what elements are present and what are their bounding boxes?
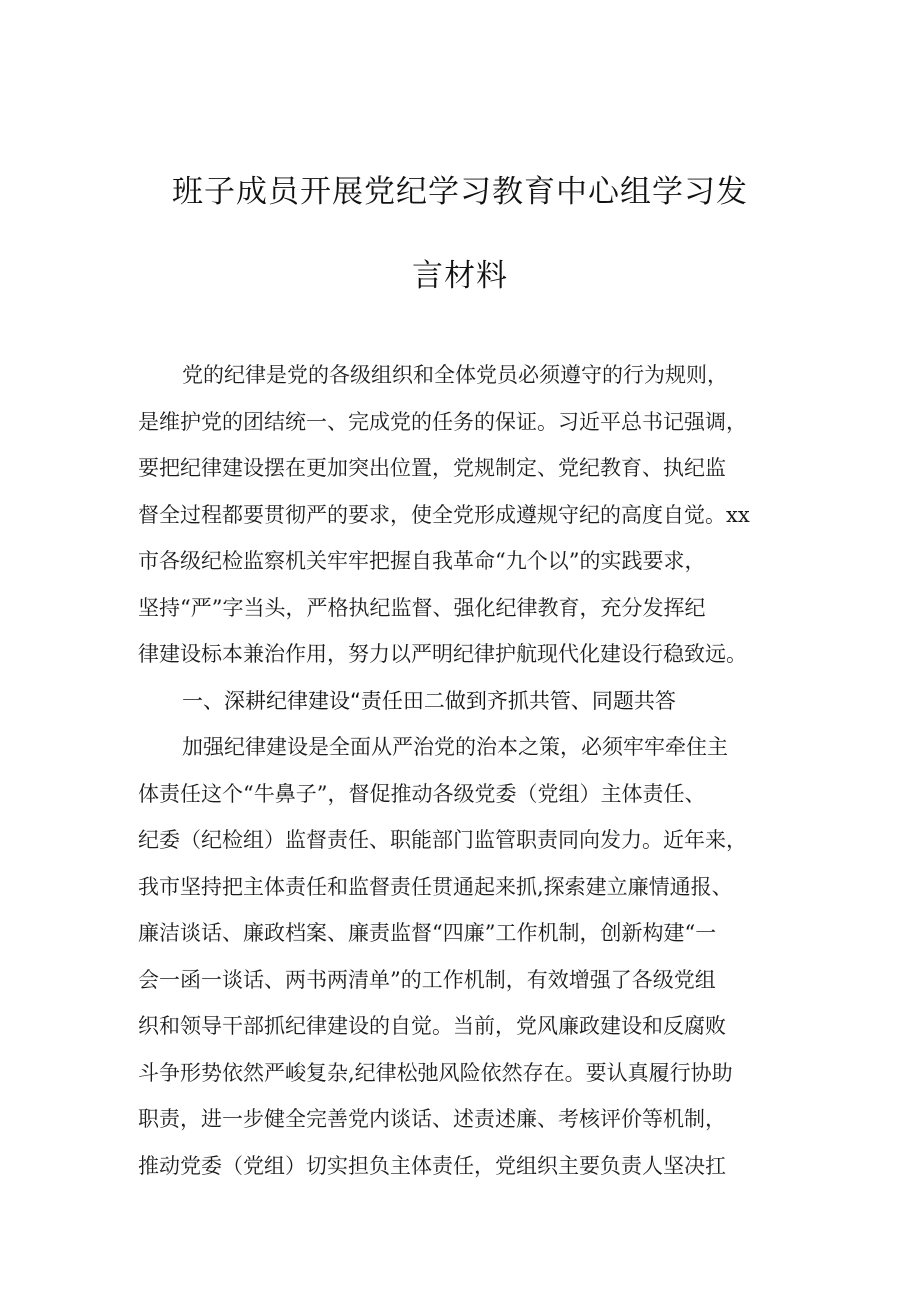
paragraph-1-line: 律建设标本兼治作用，努力以严明纪律护航现代化建设行稳致远。: [138, 642, 747, 666]
paragraph-2-line: 织和领导干部抓纪律建设的自觉。当前，党风廉政建设和反腐败: [138, 1014, 726, 1038]
section-heading-1: 一、深耕纪律建设“责任田二做到齐抓共管、同题共答: [182, 688, 676, 713]
paragraph-1-line: 是维护党的团结统一、完成党的任务的保证。习近平总书记强调，: [138, 409, 747, 434]
paragraph-1-line: 要把纪律建设摆在更加突出位置，党规制定、党纪教育、执纪监: [138, 456, 726, 480]
paragraph-1-line: 市各级纪检监察机关牢牢把握自我革命“九个以”的实践要求，: [138, 549, 706, 573]
paragraph-2-line: 职责，进一步健全完善党内谈话、述责述廉、考核评价等机制，: [138, 1107, 726, 1131]
paragraph-2-line: 推动党委（党组）切实担负主体责任，党组织主要负责人坚决扛: [138, 1153, 726, 1178]
document-title-line-1: 班子成员开展党纪学习教育中心组学习发: [172, 174, 748, 210]
paragraph-2-line: 斗争形势依然严峻复杂,纪律松弛风险依然存在。要认真履行协助: [138, 1060, 733, 1085]
paragraph-2-line: 体责任这个“牛鼻子”，督促推动各级党委（党组）主体责任、: [138, 781, 706, 806]
paragraph-2-line: 廉洁谈话、廉政档案、廉责监督“四廉”工作机制，创新构建“一: [138, 921, 717, 945]
paragraph-1-line: 坚持“严”字当头，严格执纪监督、强化纪律教育，充分发挥纪: [138, 595, 706, 620]
document-title-line-2: 言材料: [412, 258, 508, 294]
paragraph-2-line: 纪委（纪检组）监督责任、职能部门监管职责同向发力。近年来，: [138, 828, 747, 852]
paragraph-2-line: 我市坚持把主体责任和监督责任贯通起来抓,探索建立廉情通报、: [138, 874, 733, 899]
paragraph-2-line: 加强纪律建设是全面从严治党的治本之策，必须牢牢牵住主: [182, 735, 728, 759]
document-body: [138, 352, 798, 1189]
paragraph-2-line: 会一函一谈话、两书两清单”的工作机制，有效增强了各级党组: [138, 967, 716, 992]
paragraph-1-line: 督全过程都要贯彻严的要求，使全党形成遵规守纪的高度自觉。xx: [138, 502, 750, 527]
paragraph-1-line: 党的纪律是党的各级组织和全体党员必须遵守的行为规则，: [182, 363, 728, 387]
